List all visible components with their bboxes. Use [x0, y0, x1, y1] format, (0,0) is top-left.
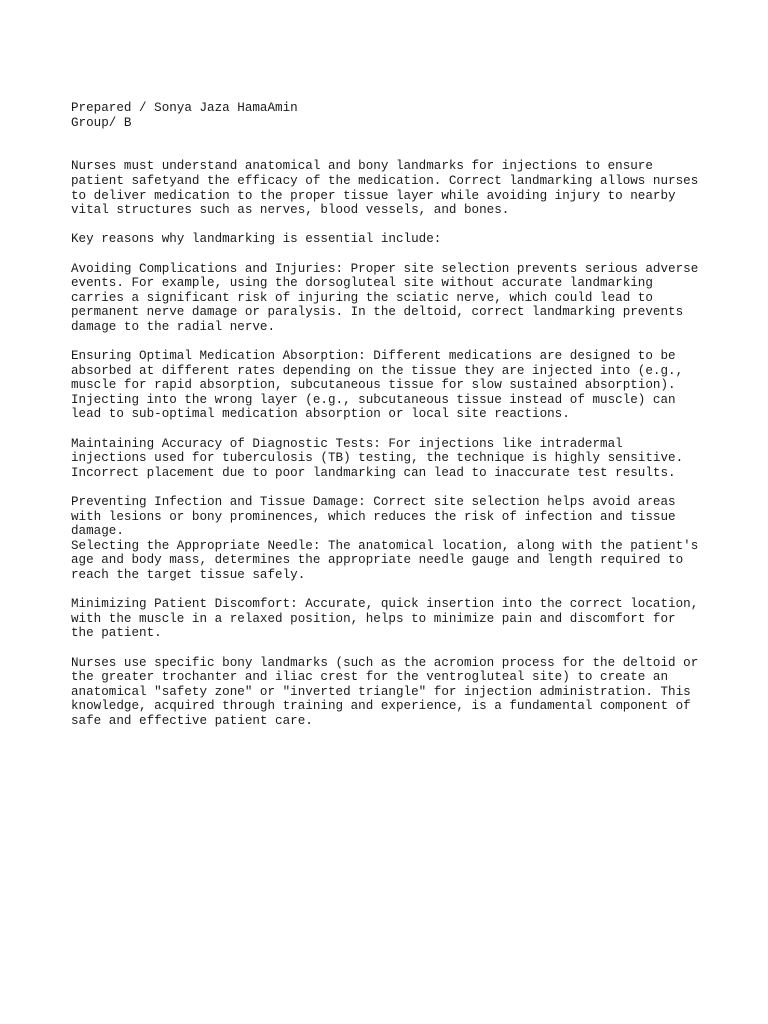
text-line: Selecting the Appropriate Needle: The anatomical location, along with the patient's — [71, 538, 699, 553]
key-reasons-heading-paragraph — [71, 232, 711, 247]
text-line: carries a significant risk of injuring the sciatic nerve, which could lead to — [71, 290, 653, 305]
prepared-by-line: Prepared / Sonya Jaza HamaAmin — [71, 101, 298, 115]
text-line: Minimizing Patient Discomfort: Accurate, quick insertion into the correct location, — [71, 597, 699, 612]
text-line: permanent nerve damage or paralysis. In the deltoid, correct landmarking prevents — [71, 305, 684, 320]
group-line: Group/ B — [71, 115, 132, 130]
text-line: the greater trochanter and iliac crest for the ventrogluteal site) to create an — [71, 670, 669, 685]
text-line: Key reasons why landmarking is essential include: — [71, 232, 442, 247]
text-line: knowledge, acquired through training and experience, is a fundamental component of — [71, 699, 691, 714]
text-line: with the muscle in a relaxed position, helps to minimize pain and discomfort for — [71, 611, 676, 626]
text-line: absorbed at different rates depending on the tissue they are injected into (e.g., — [71, 363, 684, 378]
document-page — [71, 101, 711, 743]
infection-prevention-paragraph — [71, 495, 711, 539]
text-line: to deliver medication to the proper tissue layer while avoiding injury to nearby — [71, 188, 676, 203]
author-header — [71, 101, 711, 130]
needle-selection-paragraph — [71, 539, 711, 583]
text-line: Preventing Infection and Tissue Damage: Correct site selection helps avoid areas — [71, 495, 676, 510]
text-line: the patient. — [71, 626, 162, 641]
text-line: safe and effective patient care. — [71, 713, 313, 728]
text-line: Incorrect placement due to poor landmarking can lead to inaccurate test results. — [71, 465, 676, 480]
patient-discomfort-paragraph — [71, 597, 711, 641]
text-line: muscle for rapid absorption, subcutaneous tissue for slow sustained absorption). — [71, 378, 676, 393]
text-line: patient safetyand the efficacy of the medication. Correct landmarking allows nurses — [71, 173, 699, 188]
bony-landmarks-conclusion-paragraph — [71, 656, 711, 729]
text-line: Ensuring Optimal Medication Absorption: Different medications are designed to be — [71, 349, 676, 364]
text-line: reach the target tissue safely. — [71, 568, 306, 582]
text-line: Injecting into the wrong layer (e.g., subcutaneous tissue instead of muscle) can — [71, 392, 676, 407]
text-line: events. For example, using the dorsogluteal site without accurate landmarking — [71, 276, 653, 291]
text-line: damage to the radial nerve. — [71, 319, 276, 334]
text-line: injections used for tuberculosis (TB) testing, the technique is highly sensitive. — [71, 451, 684, 466]
text-line: with lesions or bony prominences, which reduces the risk of infection and tissue — [71, 509, 676, 524]
diagnostic-tests-paragraph — [71, 437, 711, 481]
text-line: damage. — [71, 524, 124, 539]
avoiding-complications-paragraph — [71, 262, 711, 335]
text-line: age and body mass, determines the appropriate needle gauge and length required to — [71, 553, 684, 568]
text-line: Nurses must understand anatomical and bony landmarks for injections to ensure — [71, 159, 653, 174]
intro-paragraph — [71, 159, 711, 217]
text-line: Nurses use specific bony landmarks (such as the acromion process for the deltoid or — [71, 655, 699, 670]
text-line: Maintaining Accuracy of Diagnostic Tests: For injections like intradermal — [71, 436, 623, 451]
medication-absorption-paragraph — [71, 349, 711, 422]
text-line: lead to sub-optimal medication absorption or local site reactions. — [71, 407, 570, 422]
text-line: Avoiding Complications and Injuries: Proper site selection prevents serious adverse — [71, 261, 699, 276]
text-line: anatomical "safety zone" or "inverted triangle" for injection administration. This — [71, 684, 691, 699]
text-line: vital structures such as nerves, blood vessels, and bones. — [71, 203, 510, 218]
